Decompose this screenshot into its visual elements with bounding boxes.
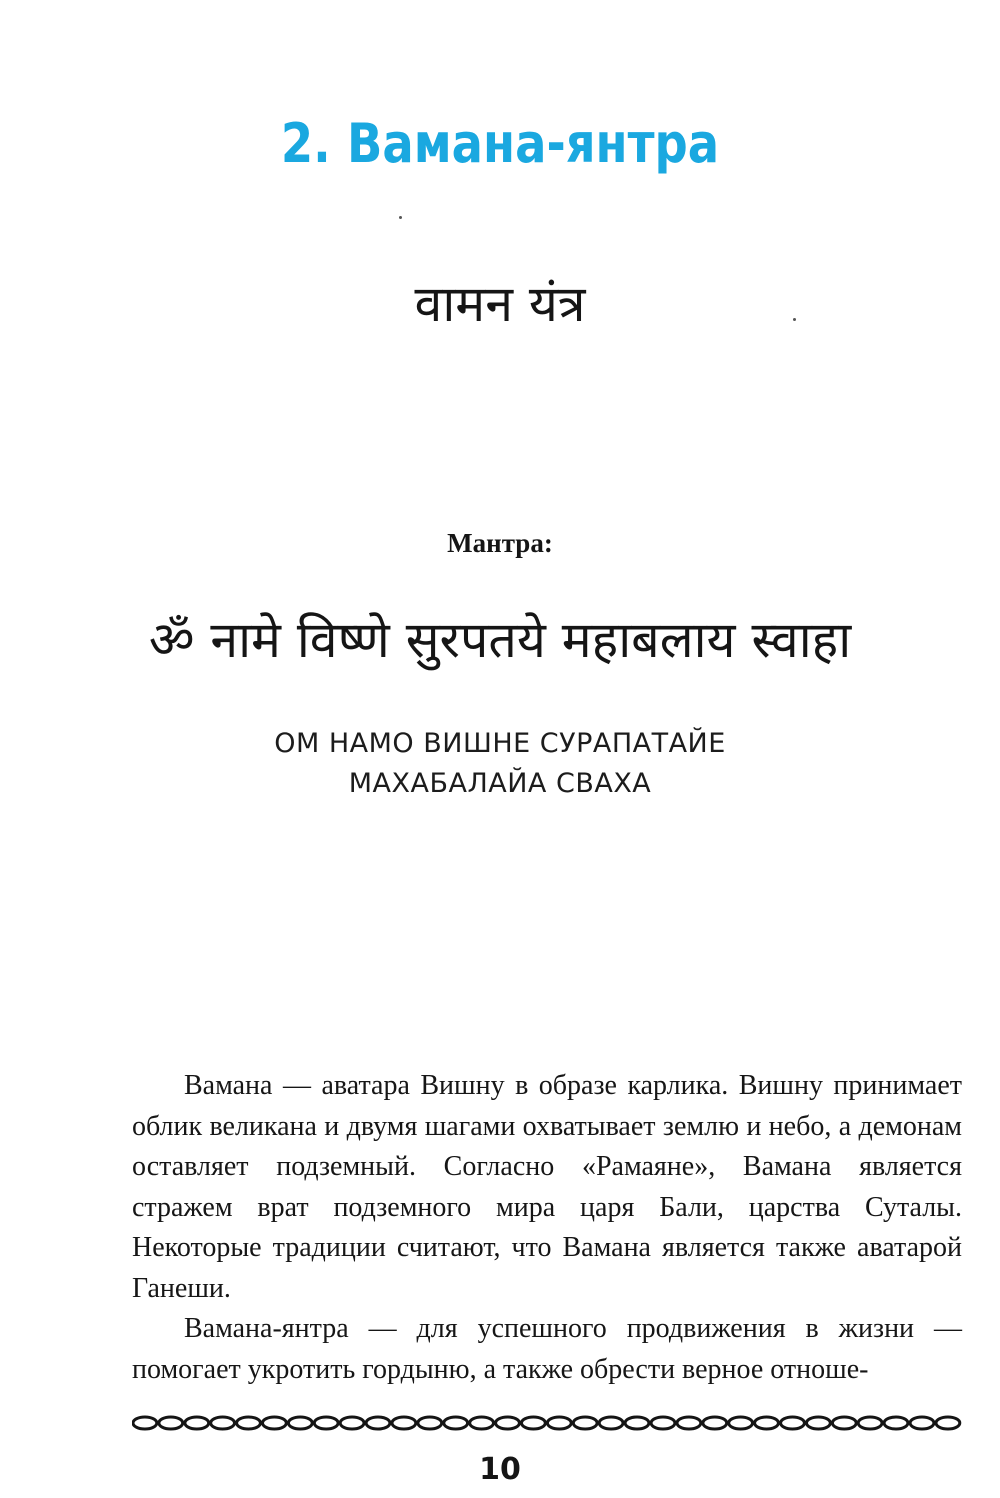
chain-link (211, 1417, 235, 1429)
mantra-transliteration (0, 724, 1000, 804)
chapter-title: 2. Вамана-янтра (280, 112, 720, 175)
chain-link (418, 1417, 442, 1429)
chain-link (599, 1417, 623, 1429)
mantra-label: Мантра: (447, 528, 553, 558)
chain-link (185, 1417, 209, 1429)
chain-link (625, 1417, 649, 1429)
mantra-devanagari: ॐ नामे विष्णे सुरपतये महाबलाय स्वाहा (148, 611, 852, 669)
mantra-transliteration-line-2: МАХАБАЛАЙА СВАХА (348, 768, 652, 799)
chain-link (755, 1417, 779, 1429)
chain-link (237, 1417, 261, 1429)
chain-link (263, 1417, 287, 1429)
chain-link (366, 1417, 390, 1429)
chain-link (651, 1417, 675, 1429)
chain-link (340, 1417, 364, 1429)
chain-link (522, 1417, 546, 1429)
chain-link (858, 1417, 882, 1429)
chain-link (910, 1417, 934, 1429)
chain-link (496, 1417, 520, 1429)
chain-link-ornament-icon (132, 1412, 962, 1434)
chain-link (314, 1417, 338, 1429)
chain-link (677, 1417, 701, 1429)
chain-link (133, 1417, 157, 1429)
chain-link (547, 1417, 571, 1429)
chain-link (729, 1417, 753, 1429)
page-number: 10 (479, 1452, 521, 1487)
chain-link (807, 1417, 831, 1429)
chain-link (884, 1417, 908, 1429)
speck-decoration (399, 216, 402, 219)
chain-link (392, 1417, 416, 1429)
chain-link (573, 1417, 597, 1429)
body-text (132, 1066, 962, 1390)
chain-link (444, 1417, 468, 1429)
chain-link (159, 1417, 183, 1429)
sanskrit-title: वामन यंत्र (414, 275, 586, 333)
paragraph: Вамана — аватара Вишну в образе карлика. Вишну принимает облик великана и двумя шагами охватывает землю и небо, а демонам оставляет подземный. Согласно «Рамаяне», Вамана является стражем врат подземного мира царя Бали, царства Суталы. Некоторые традиции считают, что Вамана является также аватарой Ганеши. (132, 1070, 962, 1304)
speck-decoration (793, 318, 796, 321)
chain-link (288, 1417, 312, 1429)
chain-link (832, 1417, 856, 1429)
chain-link (703, 1417, 727, 1429)
chain-link (781, 1417, 805, 1429)
chain-link (936, 1417, 960, 1429)
mantra-transliteration-line-1: ОМ НАМО ВИШНЕ СУРАПАТАЙЕ (274, 728, 726, 759)
chain-link (470, 1417, 494, 1429)
paragraph: Вамана-янтра — для успешного продвижения в жизни — помогает укротить гордыню, а также обрести верное отноше- (132, 1313, 962, 1385)
